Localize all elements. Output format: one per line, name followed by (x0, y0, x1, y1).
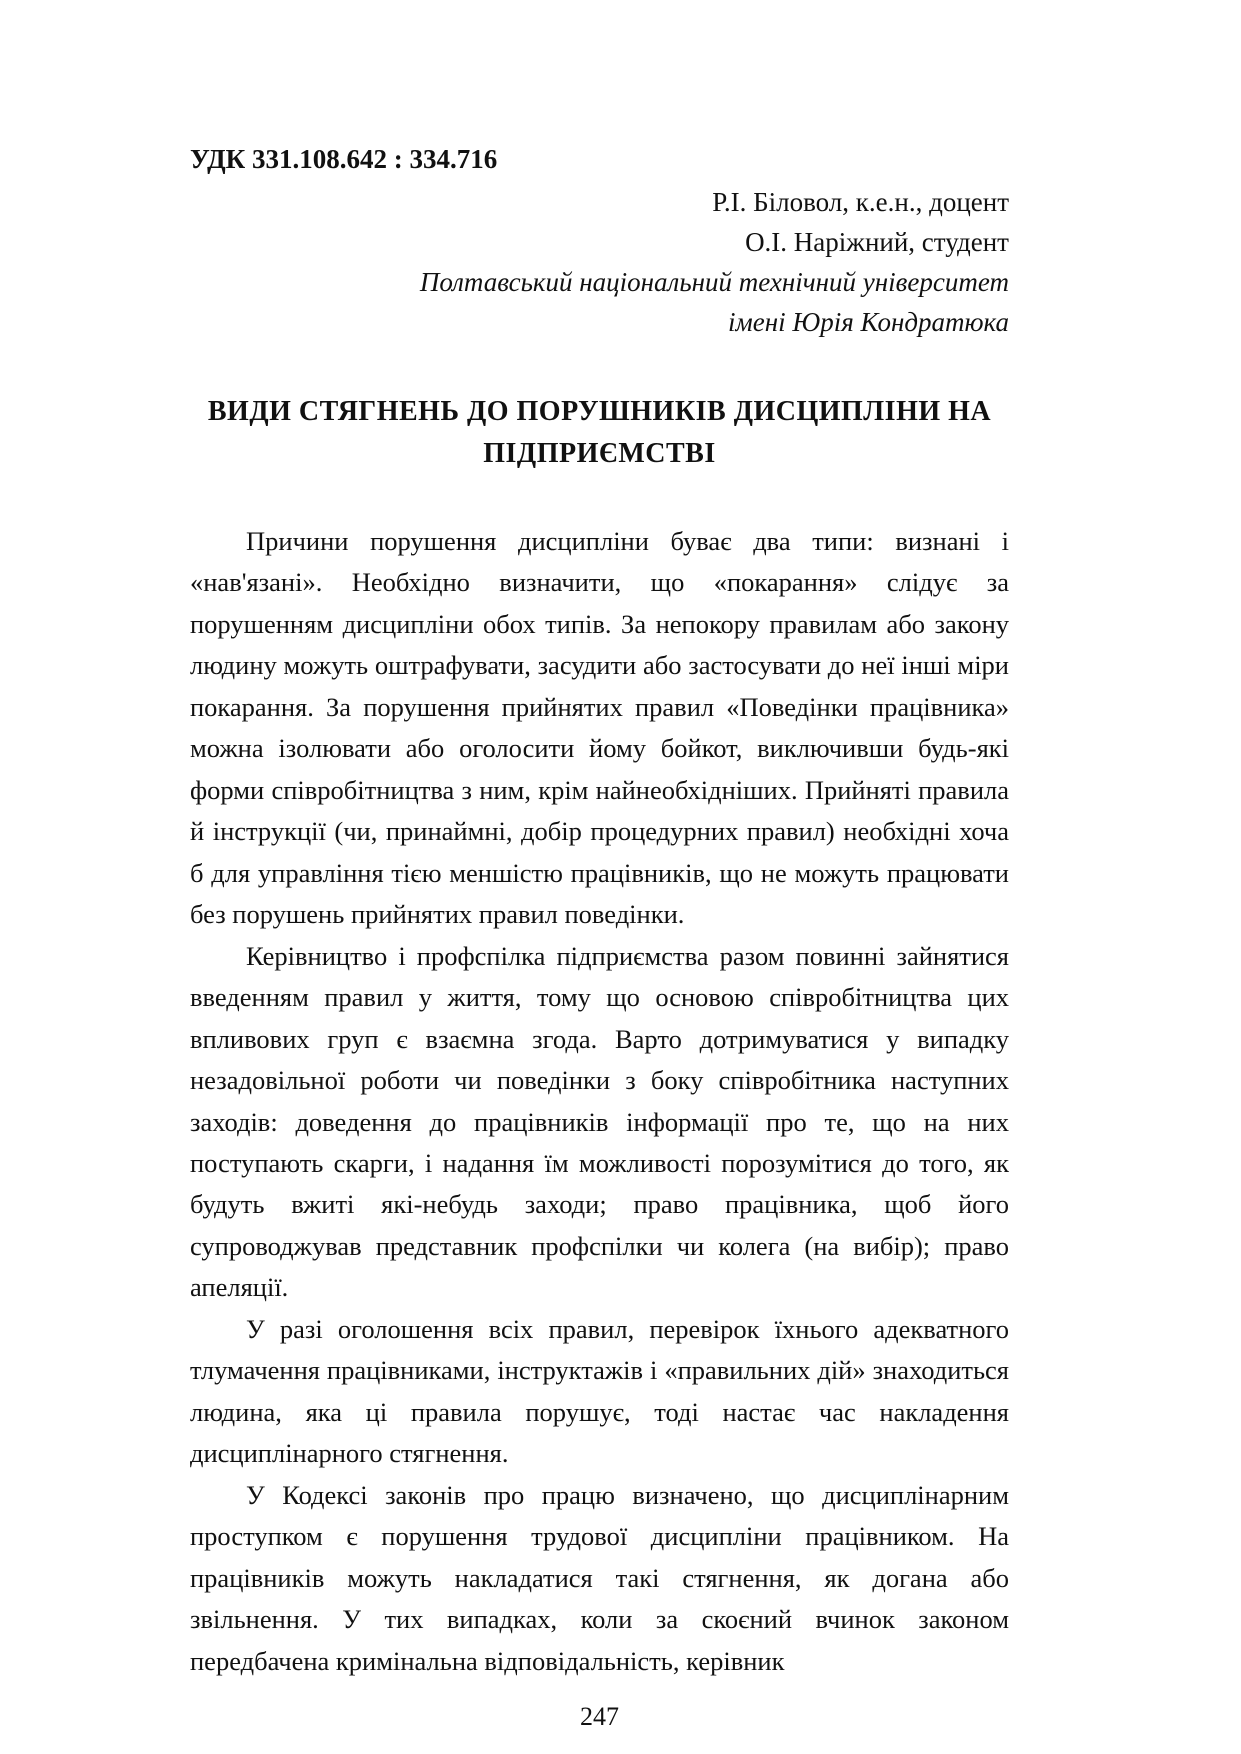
affiliation-line-1: Полтавський національний технічний університет (419, 267, 1009, 298)
paragraph-4: У Кодексі законів про працю визначено, що дисциплінарним проступком є порушення трудової дисципліни працівником. На працівників можуть накладатися такі стягнення, як догана або звільнення. У тих випадках, коли за скоєний вчинок законом передбачена кримінальна відповідальність, керівник (190, 1479, 1009, 1676)
article-body (190, 521, 1009, 1682)
author-line-1: Р.І. Біловол, к.е.н., доцент (712, 187, 1009, 218)
paragraph-1: Причини порушення дисципліни буває два типи: визнані і «нав'язані». Необхідно визначити, що «покарання» слідує за порушенням дисципліни обох типів. За непокору правилам або закону людину можуть оштрафувати, засудити або застосувати до неї інші міри покарання. За порушення прийнятих правил «Поведінки працівника» можна ізолювати або оголосити йому бойкот, виключивши будь-які форми співробітництва з ним, крім найнеобхідніших. Прийняті правила й інструкції (чи, принаймні, добір процедурних правил) необхідні хоча б для управління тією меншістю працівників, що не можуть працювати без порушень прийнятих правил поведінки. (190, 525, 1009, 930)
paragraph-3: У разі оголошення всіх правил, перевірок їхнього адекватного тлумачення працівниками, інструктажів і «правильних дій» знаходиться людина, яка ці правила порушує, тоді настає час накладення дисциплінарного стягнення. (190, 1313, 1009, 1469)
affiliation-line-2: імені Юрія Кондратюка (728, 307, 1009, 337)
paragraph-2: Керівництво і профспілка підприємства разом повинні зайнятися введенням правил у життя, тому що основою співробітництва цих впливових груп є взаємна згода. Варто дотримуватися у випадку незадовільної роботи чи поведінки з боку співробітника наступних заходів: доведення до працівників інформації про те, що на них поступають скарги, і надання їм можливості порозумітися до того, як будуть вжиті які-небудь заходи; право працівника, щоб його супроводжував представник профспілки чи колега (на вибір); право апеляції. (190, 940, 1009, 1303)
udc-code: УДК 331.108.642 : 334.716 (190, 144, 498, 174)
byline-block (190, 183, 1009, 343)
author-line-2: О.І. Наріжний, студент (745, 227, 1009, 258)
paper-title: ВИДИ СТЯГНЕНЬ ДО ПОРУШНИКІВ ДИСЦИПЛІНИ НА ПІДПРИЄМСТВІ (207, 395, 992, 469)
page-number: 247 (580, 1702, 619, 1732)
